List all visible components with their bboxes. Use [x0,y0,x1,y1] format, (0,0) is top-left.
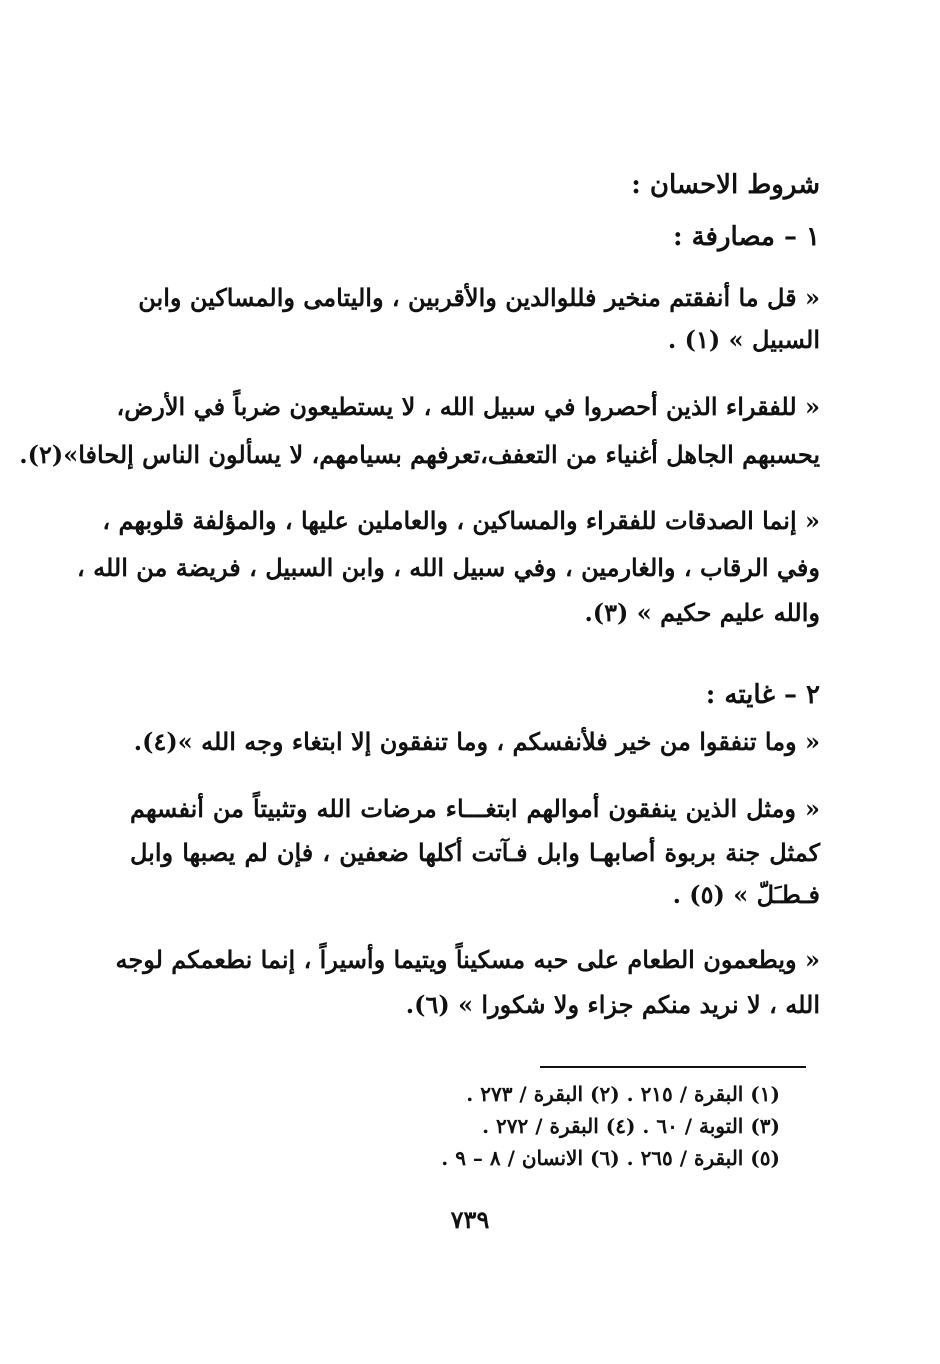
quote-3-line-1: « إنما الصدقات للفقراء والمساكين ، والعاملين عليها ، والمؤلفة قلوبهم ، [102,506,820,535]
quote-2-line-2: يحسبهم الجاهل أغنياء من التعفف،تعرفهم بسيامهم، لا يسألون الناس إلحافا»(٢). [19,440,820,469]
quote-6-line-1: « ويطعمون الطعام على حبه مسكيناً ويتيما وأسيراً ، إنما نطعمكم لوجه [115,945,820,974]
quote-5-line-1: « ومثل الذين ينفقون أموالهم ابتغـــاء مرضات الله وتثبيتاً من أنفسهم [130,794,820,823]
footnote-divider [540,1066,806,1068]
quote-5-line-3: فـطـَلّ » (٥) . [672,880,820,909]
subheading-masarif: ١ – مصارفة : [672,222,820,252]
quote-3-line-2: وفي الرقاب ، والغارمين ، وفي سبيل الله ، وابن السبيل ، فريضة من الله ، [76,553,820,582]
quote-1-line-2: السبيل » (١) . [667,325,820,354]
quote-2-line-1: « للفقراء الذين أحصروا في سبيل الله ، لا يستطيعون ضرباً في الأرض، [116,392,820,421]
quote-6-line-2: الله ، لا نريد منكم جزاء ولا شكورا » (٦). [405,990,820,1019]
quote-3-line-3: والله عليم حكيم » (٣). [584,598,820,627]
footnote-line-3: (٥) البقرة / ٢٦٥ . (٦) الانسان / ٨ – ٩ . [441,1146,780,1170]
footnote-line-1: (١) البقرة / ٢١٥ . (٢) البقرة / ٢٧٣ . [466,1082,780,1106]
quote-5-line-2: كمثل جنة بربوة أصابهـا وابل فـآتت أكلها ضعفين ، فإن لم يصبها وابل [130,838,820,867]
section-title: شروط الاحسان : [631,170,820,200]
footnote-line-2: (٣) التوبة / ٦٠ . (٤) البقرة / ٢٧٢ . [482,1114,780,1138]
page-number: ٧٣٩ [450,1205,490,1234]
subheading-ghayatuh: ٢ – غايته : [705,680,820,710]
quote-1-line-1: « قل ما أنفقتم منخير فللوالدين والأقربين ، واليتامى والمساكين وابن [138,283,820,312]
quote-4-line-1: « وما تنفقوا من خير فلأنفسكم ، وما تنفقون إلا ابتغاء وجه الله »(٤). [133,727,820,756]
